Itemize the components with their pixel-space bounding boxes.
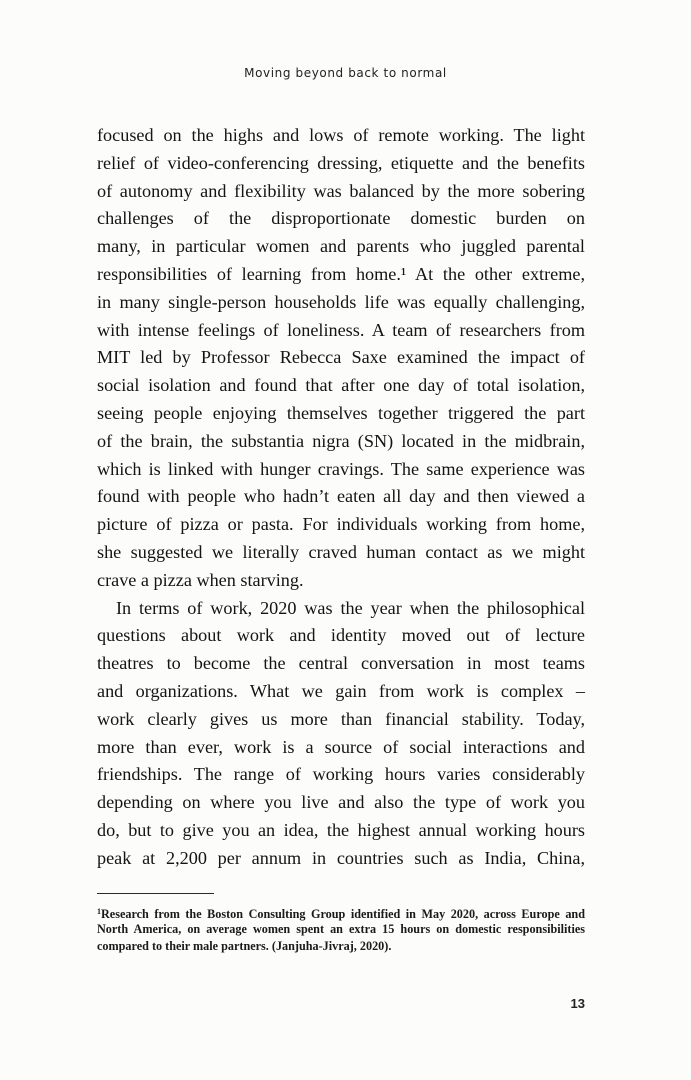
body-line: crave a pizza when starving. — [97, 569, 304, 590]
body-line: she suggested we literally craved human contact as we might — [97, 541, 585, 562]
body-line: of autonomy and flexibility was balanced by the more sobering — [97, 180, 585, 201]
footnote-line: compared to their male partners. (Janjuha-Jivraj, 2020). — [97, 939, 392, 953]
body-line: in many single-person households life was equally challenging, — [97, 291, 585, 312]
body-line: depending on where you live and also the type of work you — [97, 792, 585, 813]
body-line: picture of pizza or pasta. For individuals working from home, — [97, 514, 585, 535]
running-head: Moving beyond back to normal — [244, 66, 447, 80]
footnote-divider — [97, 893, 214, 894]
body-line: friendships. The range of working hours varies considerably — [97, 764, 585, 785]
body-line: MIT led by Professor Rebecca Saxe examined the impact of — [97, 347, 585, 368]
body-line: of the brain, the substantia nigra (SN) located in the midbrain, — [97, 430, 585, 451]
body-line-paragraph-start: In terms of work, 2020 was the year when the philosophical — [116, 597, 585, 618]
body-line: relief of video-conferencing dressing, etiquette and the benefits — [97, 152, 585, 173]
footnote — [97, 903, 585, 956]
body-line: with intense feelings of loneliness. A team of researchers from — [97, 319, 585, 340]
body-text — [97, 122, 585, 873]
body-line: focused on the highs and lows of remote working. The light — [97, 125, 585, 145]
body-line: seeing people enjoying themselves together triggered the part — [97, 402, 585, 423]
body-line: and organizations. What we gain from work is complex – — [97, 680, 585, 701]
body-line: questions about work and identity moved out of lecture — [97, 625, 585, 646]
footnote-marker: 1 — [97, 907, 101, 916]
body-line: work clearly gives us more than financial stability. Today, — [97, 708, 585, 729]
body-line: social isolation and found that after one day of total isolation, — [97, 375, 585, 396]
body-line: do, but to give you an idea, the highest annual working hours — [97, 819, 585, 840]
footnote-text: Research from the Boston Consulting Group identified in May 2020, across Europe and — [101, 907, 585, 921]
body-line: challenges of the disproportionate domestic burden on — [97, 208, 585, 229]
body-line: responsibilities of learning from home.¹ At the other extreme, — [97, 263, 585, 284]
body-line: which is linked with hunger cravings. The same experience was — [97, 458, 585, 479]
body-line: more than ever, work is a source of social interactions and — [97, 736, 585, 757]
footnote-line: North America, on average women spent an extra 15 hours on domestic responsibilities — [97, 921, 585, 936]
body-line: many, in particular women and parents who juggled parental — [97, 236, 585, 257]
body-line: peak at 2,200 per annum in countries such as India, China, — [97, 847, 585, 868]
body-line: found with people who hadn’t eaten all day and then viewed a — [97, 486, 585, 507]
footnote-line — [97, 903, 585, 921]
page-number: 13 — [570, 996, 585, 1011]
body-line: theatres to become the central conversation in most teams — [97, 653, 585, 674]
